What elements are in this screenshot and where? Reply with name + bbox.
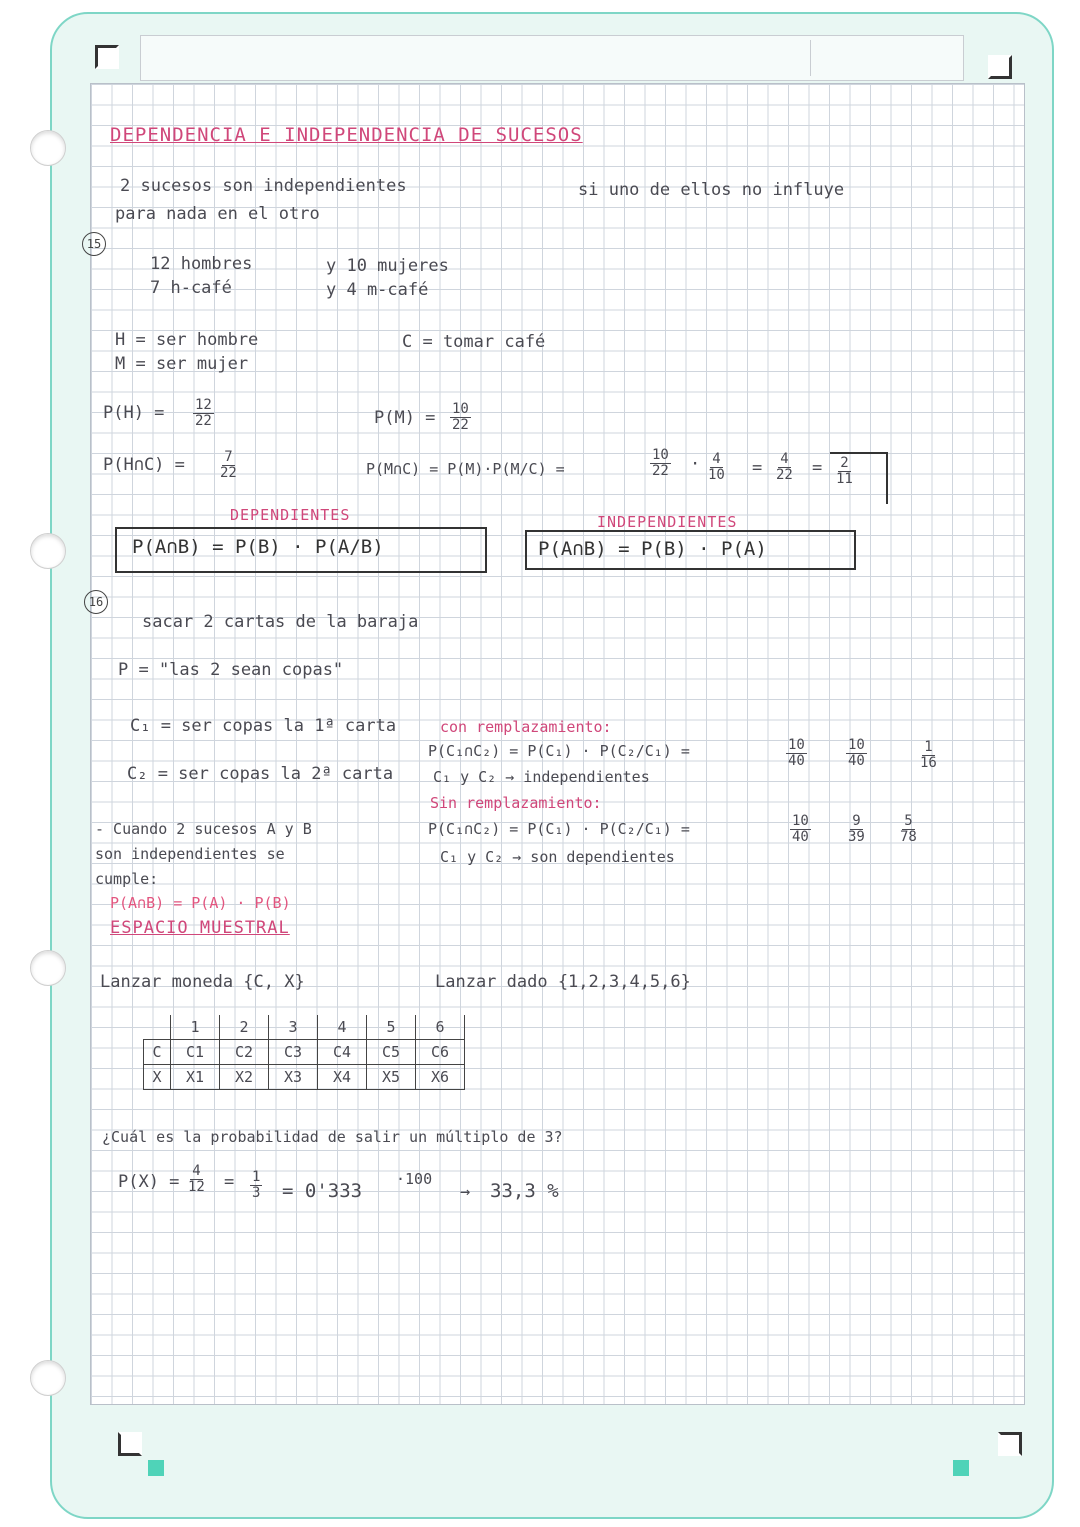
table-row — [144, 1065, 465, 1090]
table-cell: C1 — [171, 1040, 220, 1065]
corner-mark-top-right — [988, 55, 1012, 79]
corner-mark-bottom-right — [998, 1432, 1022, 1456]
table-cell: 2 — [220, 1015, 269, 1040]
table-cell: 3 — [269, 1015, 318, 1040]
table-cell: 1 — [171, 1015, 220, 1040]
ex16-without-result: $\frac{5}{78}$ — [900, 813, 917, 845]
table-cell: X2 — [220, 1065, 269, 1090]
ex15-men-coffee: 7 h-café — [150, 278, 232, 298]
ex16-with-result: $\frac{1}{16}$ — [920, 739, 937, 771]
ex15-frac-2: $\frac{4}{10}$ — [708, 451, 725, 483]
ex16-without-frac-2: $\frac{9}{39}$ — [848, 813, 865, 845]
independent-label: INDEPENDIENTES — [597, 513, 738, 531]
ex15-women: y 10 mujeres — [326, 256, 449, 276]
ex15-def-h: H = ser hombre — [115, 330, 259, 350]
ex16-draw: sacar 2 cartas de la baraja — [142, 612, 419, 632]
definition-line-1b: si uno de ellos no influye — [578, 180, 845, 200]
px-eq: = — [224, 1172, 235, 1192]
ex15-eq-1: = — [752, 458, 763, 478]
px-decimal: = 0'333 — [282, 1180, 363, 1202]
sample-space-title: ESPACIO MUESTRAL — [110, 918, 290, 938]
table-cell: 4 — [318, 1015, 367, 1040]
definition-line-1a: 2 sucesos son independientes — [120, 176, 407, 196]
ex15-pm-fraction: $\frac{10}{22}$ — [452, 401, 469, 433]
binder-hole — [30, 533, 66, 569]
table-cell: C6 — [416, 1040, 465, 1065]
ex15-phc-fraction: $\frac{7}{22}$ — [220, 449, 237, 481]
ex15-frac-1: $\frac{10}{22}$ — [652, 447, 669, 479]
probability-question: ¿Cuál es la probabilidad de salir un múltiplo de 3? — [102, 1128, 563, 1146]
ex15-women-coffee: y 4 m-café — [326, 280, 429, 300]
dependent-formula: P(A∩B) = P(B) · P(A/B) — [132, 536, 384, 558]
note-line-2: son independientes se — [95, 845, 285, 863]
table-cell: C5 — [367, 1040, 416, 1065]
px-simplified: $\frac{1}{3}$ — [252, 1169, 261, 1201]
ex15-dot: · — [690, 454, 701, 474]
ex15-eq-2: = — [812, 458, 823, 478]
exercise-number-15: 15 — [82, 232, 106, 256]
definition-line-2: para nada en el otro — [115, 204, 320, 224]
note-line-1: - Cuando 2 sucesos A y B — [95, 820, 312, 838]
ex15-pmc-label: P(M∩C) = P(M)·P(M/C) = — [366, 460, 565, 478]
ex16-c1: C₁ = ser copas la 1ª carta — [130, 716, 397, 736]
ex16-with-formula: P(C₁∩C₂) = P(C₁) · P(C₂/C₁) = — [428, 742, 690, 760]
ex16-with-frac-2: $\frac{10}{40}$ — [848, 737, 865, 769]
table-cell: X1 — [171, 1065, 220, 1090]
ex15-phc-label: P(H∩C) = — [103, 455, 185, 475]
ex16-with-note: C₁ y C₂ → independientes — [433, 768, 650, 786]
table-cell: C2 — [220, 1040, 269, 1065]
outcomes-table — [143, 1015, 465, 1090]
die-sample-space: Lanzar dado {1,2,3,4,5,6} — [435, 972, 691, 992]
dependent-label: DEPENDIENTES — [230, 506, 351, 524]
ex16-event-p: P = "las 2 sean copas" — [118, 660, 344, 680]
ex15-pm-label: P(M) = — [374, 408, 436, 428]
ex15-men: 12 hombres — [150, 254, 253, 274]
ex16-with-frac-1: $\frac{10}{40}$ — [788, 737, 805, 769]
page-title: DEPENDENCIA E INDEPENDENCIA DE SUCESOS — [110, 124, 583, 146]
times-100: ·100 — [396, 1170, 433, 1188]
header-divider — [810, 40, 811, 76]
table-cell: 5 — [367, 1015, 416, 1040]
ex16-c2: C₂ = ser copas la 2ª carta — [127, 764, 394, 784]
header-box — [140, 35, 964, 81]
table-cell: C3 — [269, 1040, 318, 1065]
ex16-without-frac-1: $\frac{10}{40}$ — [792, 813, 809, 845]
exercise-number-16: 16 — [84, 590, 108, 614]
note-formula: P(A∩B) = P(A) · P(B) — [110, 894, 291, 912]
table-cell — [144, 1015, 171, 1040]
table-cell: X6 — [416, 1065, 465, 1090]
note-line-3: cumple: — [95, 870, 159, 888]
corner-mark-top-left — [95, 45, 119, 69]
table-row — [144, 1040, 465, 1065]
ex16-with-replacement: con remplazamiento: — [440, 718, 612, 736]
px-percent: 33,3 % — [490, 1180, 559, 1202]
teal-marker-right — [953, 1460, 969, 1476]
ex15-ph-label: P(H) = — [103, 403, 165, 423]
ex16-without-formula: P(C₁∩C₂) = P(C₁) · P(C₂/C₁) = — [428, 820, 690, 838]
ex15-frac-3: $\frac{4}{22}$ — [776, 451, 793, 483]
coin-sample-space: Lanzar moneda {C, X} — [100, 972, 305, 992]
table-cell: C4 — [318, 1040, 367, 1065]
table-cell: X5 — [367, 1065, 416, 1090]
binder-hole — [30, 950, 66, 986]
ex16-without-note: C₁ y C₂ → son dependientes — [440, 848, 675, 866]
px-label: P(X) = — [118, 1172, 180, 1192]
table-cell: X3 — [269, 1065, 318, 1090]
table-cell: X — [144, 1065, 171, 1090]
ex15-def-m: M = ser mujer — [115, 354, 249, 374]
independent-formula: P(A∩B) = P(B) · P(A) — [538, 538, 767, 560]
table-cell: 6 — [416, 1015, 465, 1040]
px-fraction: $\frac{4}{12}$ — [188, 1163, 205, 1195]
ex15-result-bracket — [830, 452, 888, 504]
ex15-frac-4: $\frac{2}{11}$ — [836, 455, 853, 487]
ex16-without-replacement: Sin remplazamiento: — [430, 794, 602, 812]
table-cell: X4 — [318, 1065, 367, 1090]
arrow-icon: → — [460, 1182, 471, 1202]
corner-mark-bottom-left — [118, 1432, 142, 1456]
ex15-ph-fraction: $\frac{12}{22}$ — [195, 397, 212, 429]
teal-marker-left — [148, 1460, 164, 1476]
table-cell: C — [144, 1040, 171, 1065]
ex15-def-c: C = tomar café — [402, 332, 546, 352]
binder-hole — [30, 130, 66, 166]
binder-hole — [30, 1360, 66, 1396]
table-header-row — [144, 1015, 465, 1040]
